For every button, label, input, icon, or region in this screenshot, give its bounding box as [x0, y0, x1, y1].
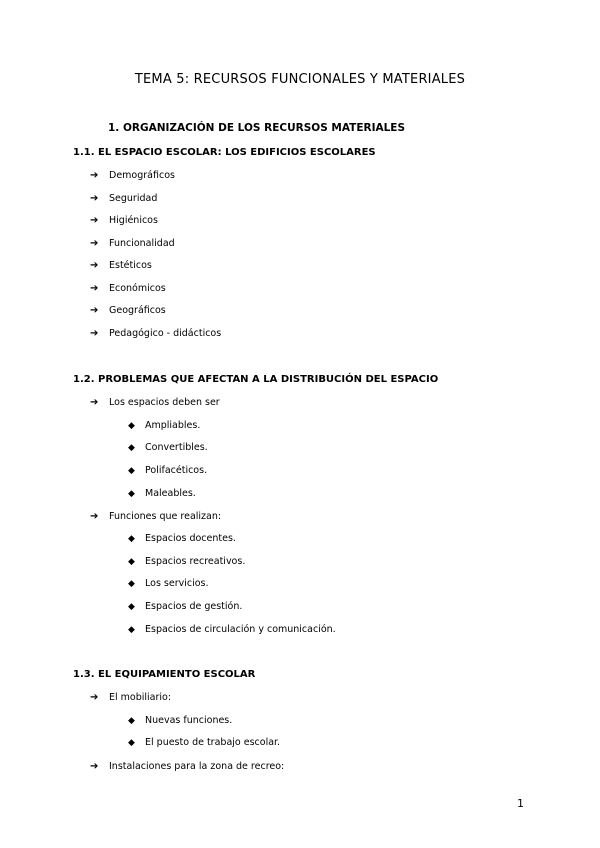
- list-item-label: Funcionalidad: [109, 238, 175, 249]
- diamond-bullet-icon: ◆: [128, 489, 135, 499]
- list-item: [90, 397, 220, 408]
- sub-list-item: [128, 442, 208, 453]
- sub-list-item-label: Espacios docentes.: [145, 533, 236, 544]
- diamond-bullet-icon: ◆: [128, 466, 135, 476]
- sub-list-item: [128, 420, 200, 431]
- list-item: [90, 283, 166, 294]
- sub-list-item-label: Ampliables.: [145, 420, 201, 431]
- sub-list-item-label: Espacios de circulación y comunicación.: [145, 624, 336, 635]
- list-item-label: Funciones que realizan:: [109, 511, 222, 522]
- sub-list-item-label: Nuevas funciones.: [145, 715, 233, 726]
- sub-list-item: [128, 601, 242, 612]
- list-item-label: Geográficos: [109, 305, 166, 316]
- sub-list-item-label: El puesto de trabajo escolar.: [145, 737, 281, 748]
- section-heading-1-3: 1.3. EL EQUIPAMIENTO ESCOLAR: [73, 669, 256, 680]
- sub-list-item: [128, 465, 207, 476]
- arrow-icon: ➔: [90, 283, 99, 294]
- list-item: [90, 238, 175, 249]
- list-item-label: Seguridad: [109, 193, 158, 204]
- list-item-label: Higiénicos: [109, 215, 158, 226]
- sub-list-item-label: Maleables.: [145, 488, 196, 499]
- sub-list-item: [128, 715, 232, 726]
- arrow-icon: ➔: [90, 260, 99, 271]
- list-item-label: El mobiliario:: [109, 692, 172, 703]
- arrow-icon: ➔: [90, 511, 99, 522]
- list-item-label: Pedagógico - didácticos: [109, 328, 222, 339]
- diamond-bullet-icon: ◆: [128, 534, 135, 544]
- arrow-icon: ➔: [90, 238, 99, 249]
- arrow-icon: ➔: [90, 170, 99, 181]
- sub-list-item: [128, 556, 245, 567]
- arrow-icon: ➔: [90, 328, 99, 339]
- sub-list-item: [128, 533, 236, 544]
- sub-list-item-label: Polifacéticos.: [145, 465, 208, 476]
- arrow-icon: ➔: [90, 193, 99, 204]
- document-subtitle: 1. ORGANIZACIÓN DE LOS RECURSOS MATERIALES: [108, 122, 406, 134]
- sub-list-item: [128, 488, 196, 499]
- list-item: [90, 305, 166, 316]
- diamond-bullet-icon: ◆: [128, 557, 135, 567]
- list-item-label: Económicos: [109, 283, 166, 294]
- diamond-bullet-icon: ◆: [128, 716, 135, 726]
- sub-list-item-label: Espacios de gestión.: [145, 601, 243, 612]
- sub-list-item-label: Los servicios.: [145, 578, 209, 589]
- list-item: [90, 193, 157, 204]
- sub-list-item: [128, 737, 280, 748]
- list-item: [90, 260, 152, 271]
- list-item: [90, 511, 221, 522]
- diamond-bullet-icon: ◆: [128, 443, 135, 453]
- list-item: [90, 692, 171, 703]
- arrow-icon: ➔: [90, 215, 99, 226]
- list-item: [90, 761, 284, 772]
- list-item: [90, 328, 221, 339]
- diamond-bullet-icon: ◆: [128, 738, 135, 748]
- arrow-icon: ➔: [90, 761, 99, 772]
- list-item: [90, 215, 158, 226]
- page-number: 1: [517, 797, 524, 810]
- list-item-label: Los espacios deben ser: [109, 397, 220, 408]
- sub-list-item-label: Espacios recreativos.: [145, 556, 246, 567]
- list-item: [90, 170, 175, 181]
- section-heading-1-1: 1.1. EL ESPACIO ESCOLAR: LOS EDIFICIOS ESCOLARES: [73, 147, 376, 158]
- diamond-bullet-icon: ◆: [128, 602, 135, 612]
- list-item-label: Estéticos: [109, 260, 152, 271]
- sub-list-item: [128, 578, 209, 589]
- document-title: TEMA 5: RECURSOS FUNCIONALES Y MATERIALES: [134, 72, 466, 87]
- section-heading-1-2: 1.2. PROBLEMAS QUE AFECTAN A LA DISTRIBUCIÓN DEL ESPACIO: [73, 374, 439, 385]
- diamond-bullet-icon: ◆: [128, 625, 135, 635]
- sub-list-item: [128, 624, 336, 635]
- diamond-bullet-icon: ◆: [128, 579, 135, 589]
- sub-list-item-label: Convertibles.: [145, 442, 208, 453]
- arrow-icon: ➔: [90, 397, 99, 408]
- diamond-bullet-icon: ◆: [128, 421, 135, 431]
- arrow-icon: ➔: [90, 692, 99, 703]
- list-item-label: Demográficos: [109, 170, 175, 181]
- list-item-label: Instalaciones para la zona de recreo:: [109, 761, 285, 772]
- arrow-icon: ➔: [90, 305, 99, 316]
